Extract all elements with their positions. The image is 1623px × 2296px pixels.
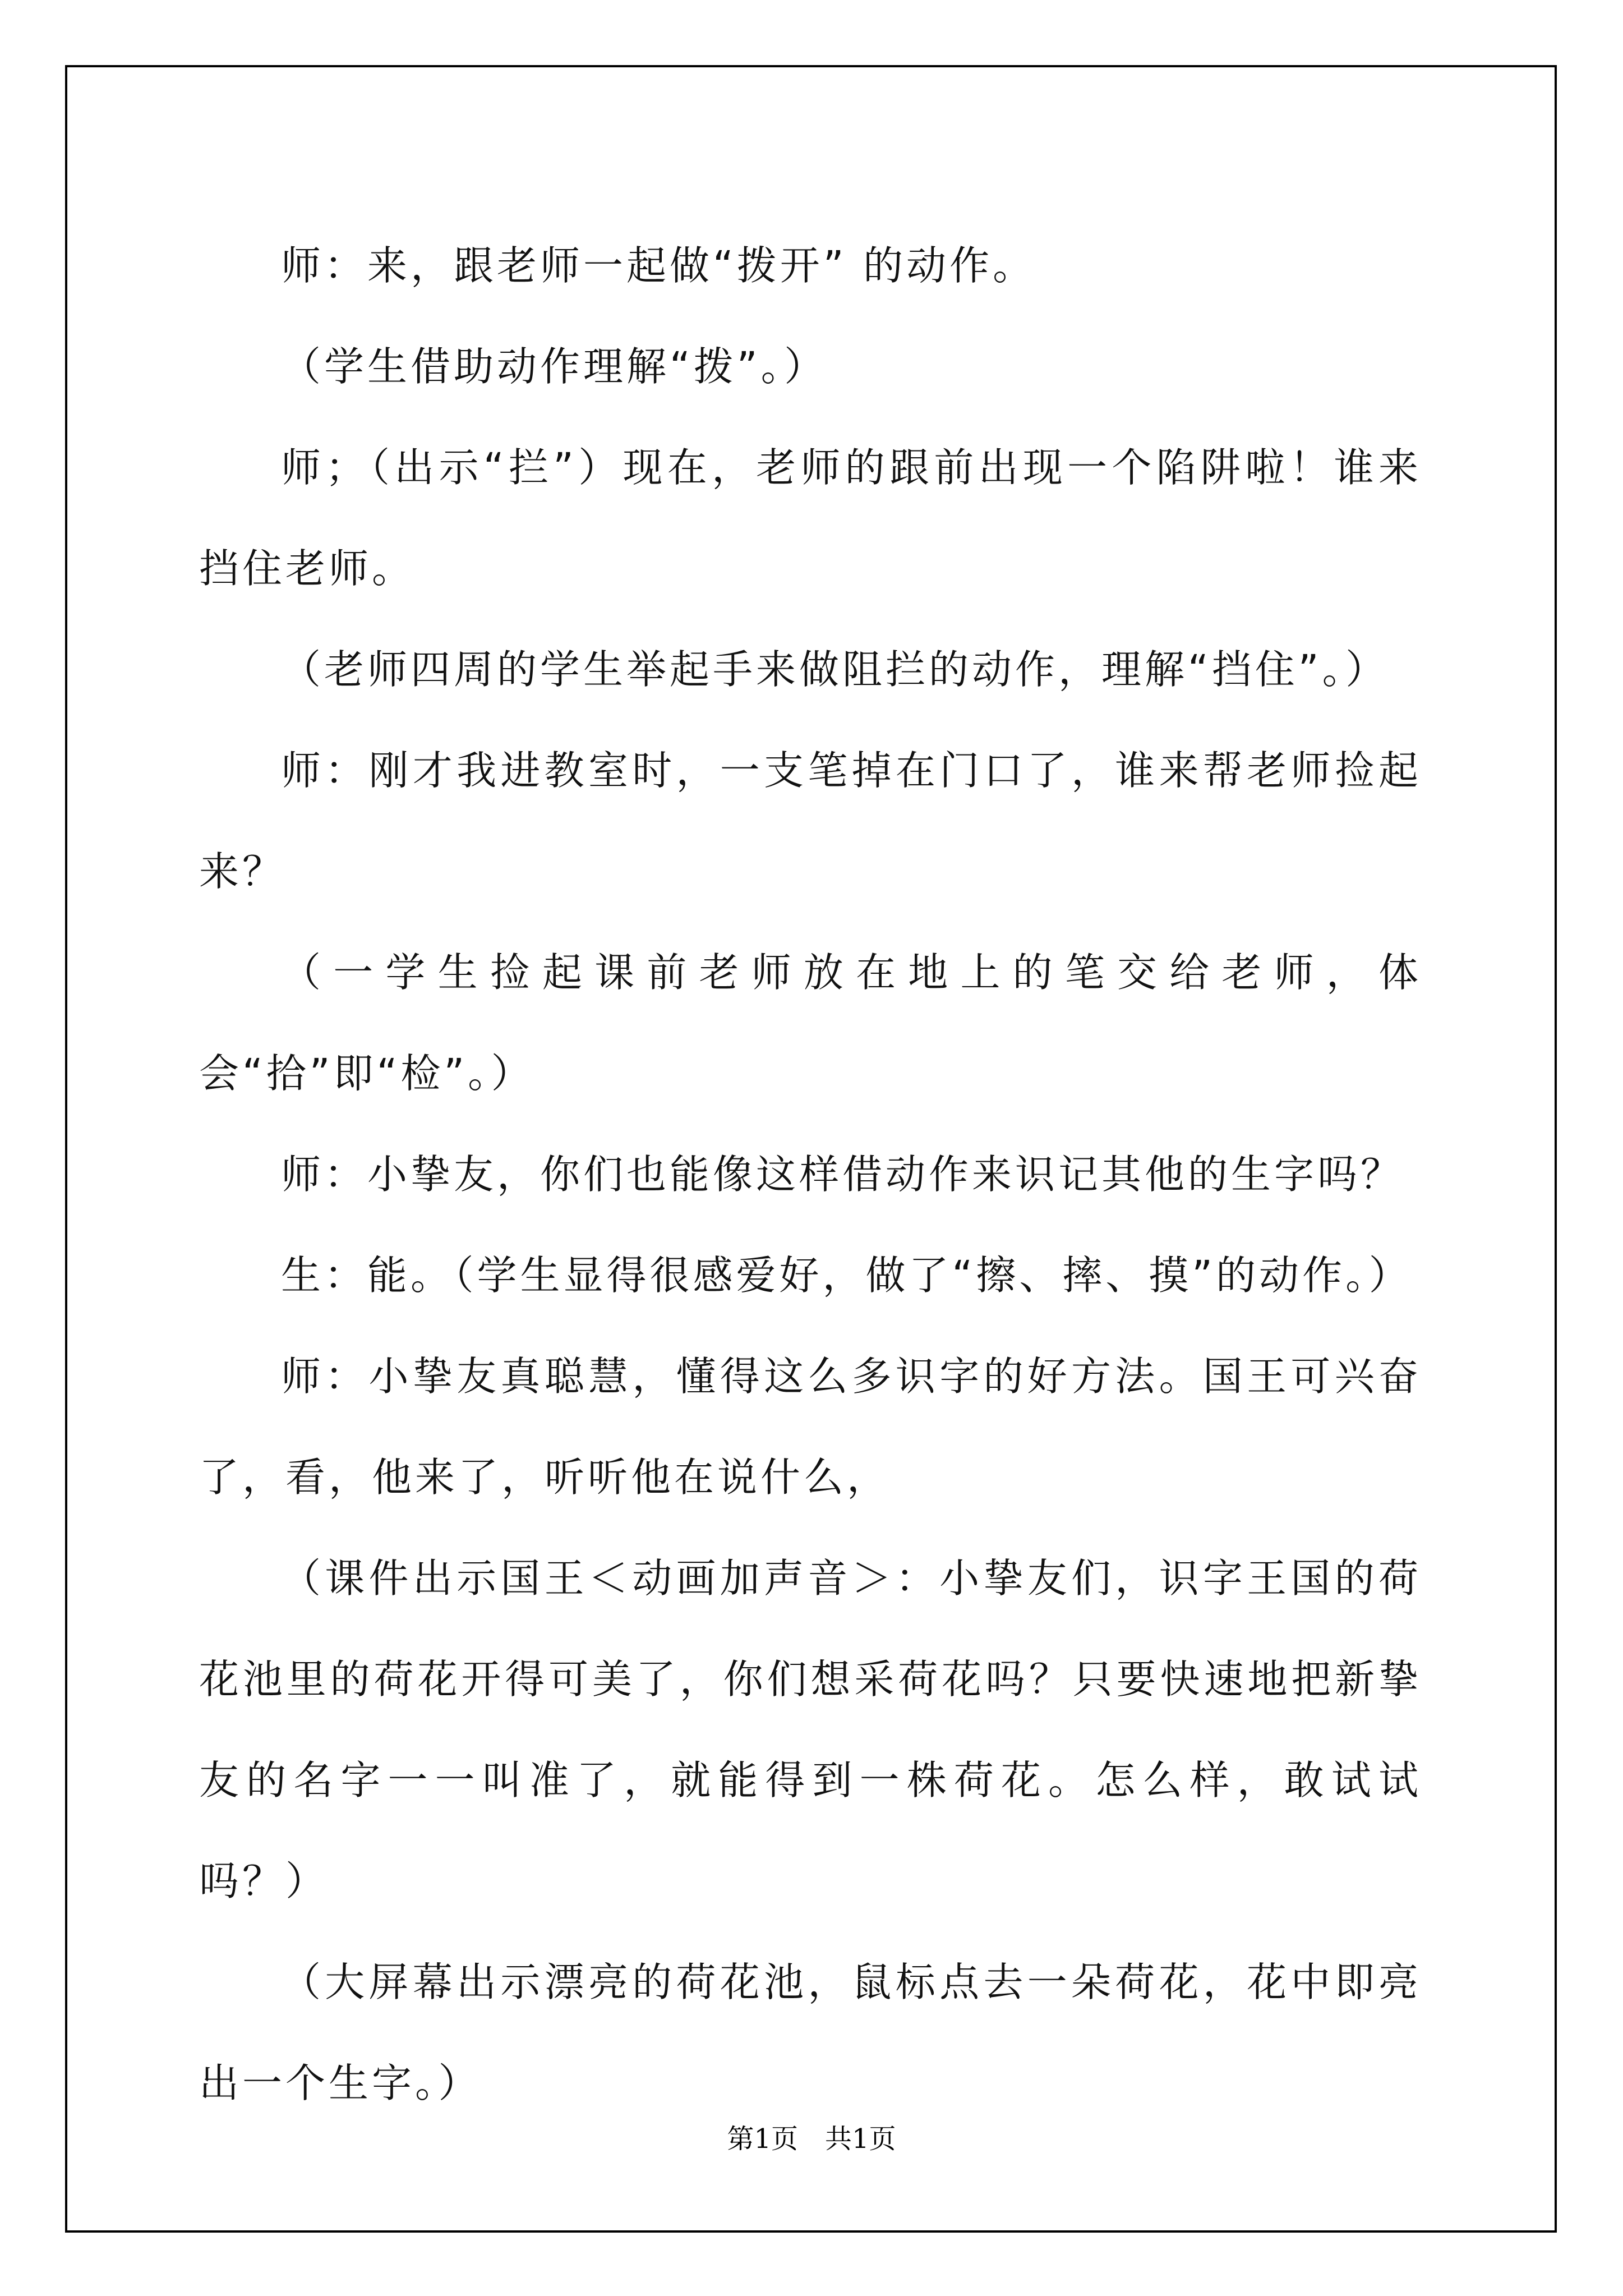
paragraph: （学生借助动作理解“拨”。） [281,343,828,390]
paragraph: （老师四周的学生举起手来做阻拦的动作，理解“挡住”。） [281,646,1389,693]
paragraph: （大屏幕出示漂亮的荷花池，鼠标点去一朵荷花，花中即亮出一个生字。） [199,1959,1422,2106]
paragraph: 师：刚才我进教室时，一支笔掉在门口了，谁来帮老师捡起来？ [199,747,1422,895]
paragraph: （课件出示国王＜动画加声音＞：小挚友们，识字王国的荷花池里的荷花开得可美了，你们想采荷花吗？只要快速地把新挚友的名字一一叫准了，就能得到一株荷花。怎么样，敢试试吗？） [199,1555,1422,1904]
document-body [199,215,1422,2134]
page-number-footer: 第1页 共1页 [727,2123,896,2155]
paragraph: 师：小挚友，你们也能像这样借动作来识记其他的生字吗？ [281,1151,1404,1198]
paragraph: （一学生捡起课前老师放在地上的笔交给老师，体会“拾”即“检”。） [199,949,1422,1097]
paragraph: 师：来，跟老师一起做“拨开” 的动作。 [281,242,1036,289]
paragraph: 师：小挚友真聪慧，懂得这么多识字的好方法。国王可兴奋了，看，他来了，听听他在说什么， [199,1353,1422,1501]
paragraph: 师；（出示“拦”）现在，老师的跟前出现一个陷阱啦！谁来挡住老师。 [199,444,1422,592]
paragraph: 生：能。（学生显得很感爱好，做了“擦、摔、摸”的动作。） [281,1252,1412,1299]
